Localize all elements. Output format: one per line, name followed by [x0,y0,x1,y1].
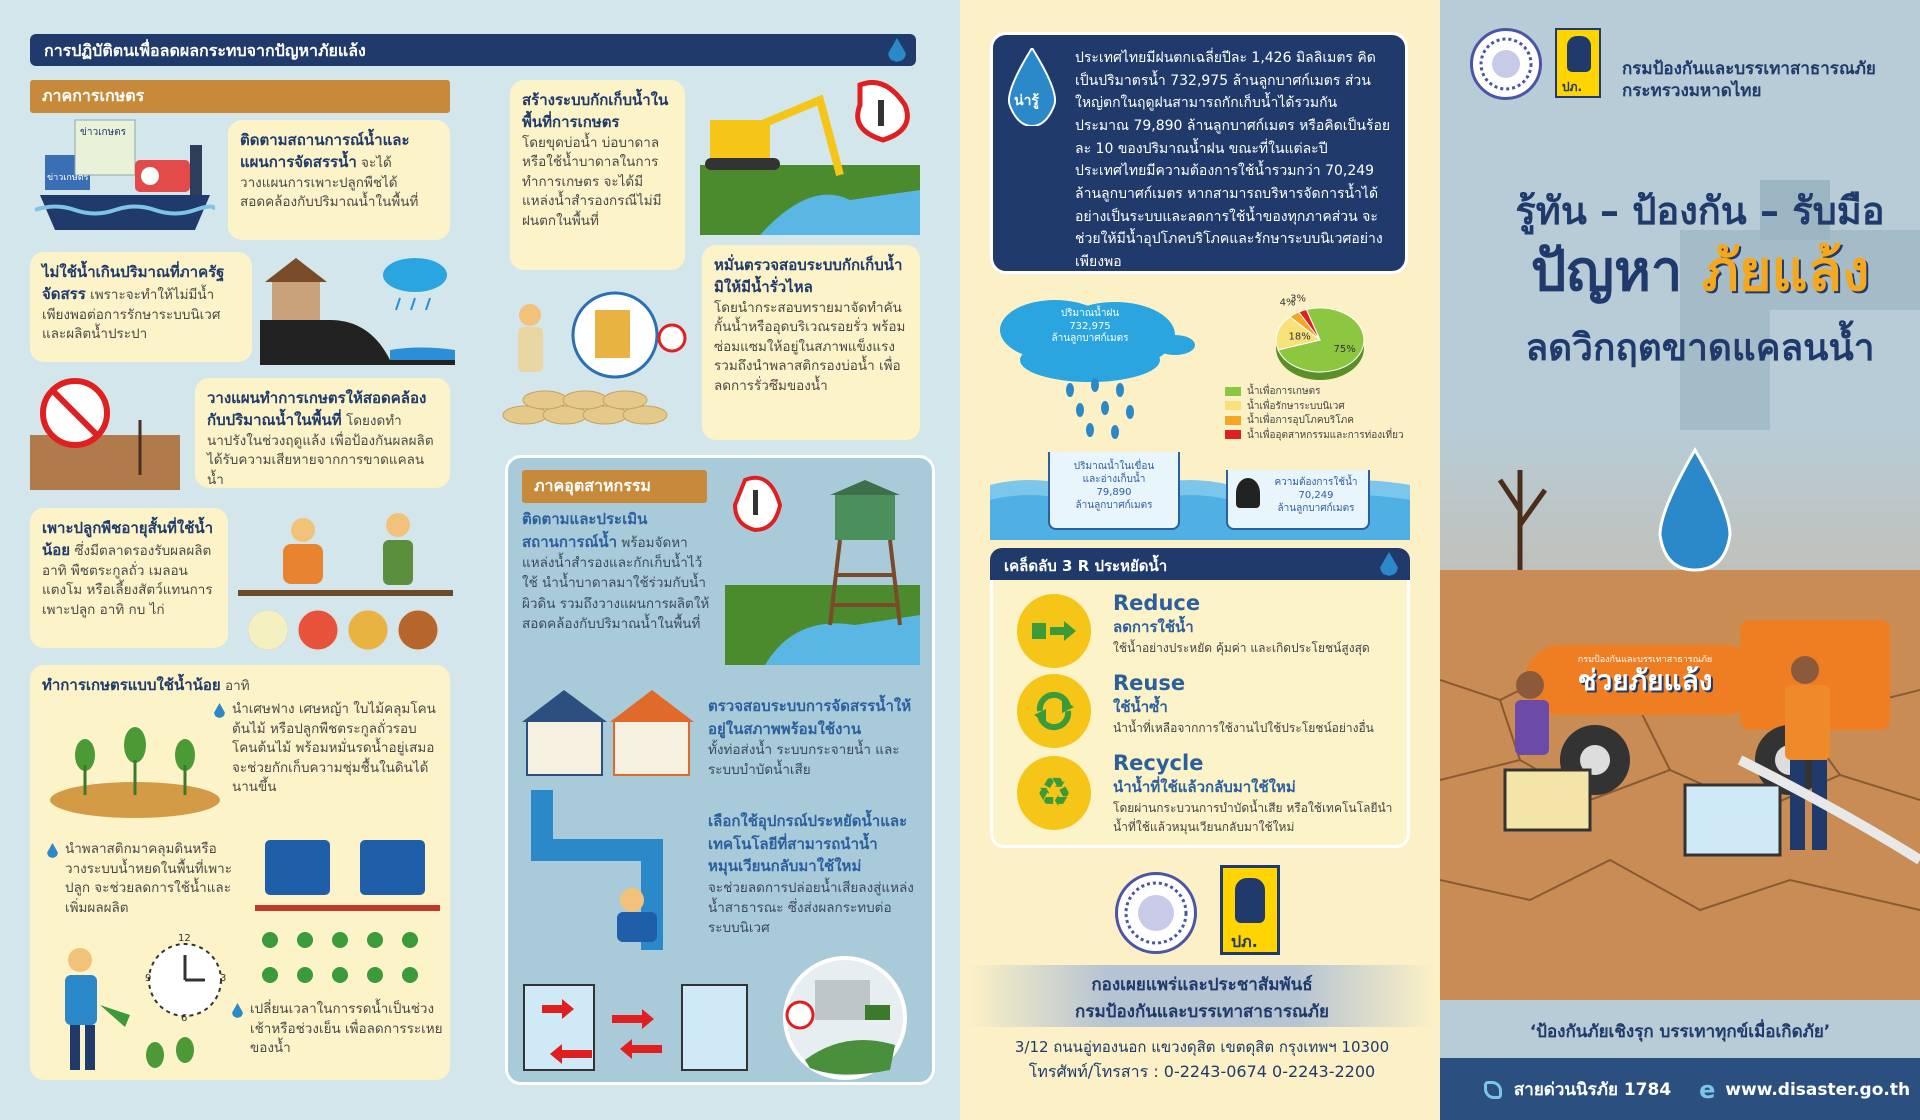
industry-para-2 [708,695,918,781]
agri-card-2-body: เพราะจะทำให้ไม่มีน้ำเพียงพอต่อการรักษาระบบนิเวศและผลิตน้ำประปา [42,286,221,343]
water-drop-icon [888,38,906,62]
org-phone: โทรศัพท์/โทรสาร : 0-2243-0674 0-2243-2200 [1028,1062,1376,1081]
tip-reuse [1005,670,1400,748]
industry-para-3-body: จะช่วยลดการปล่อยน้ำเสียลงสู่แหล่งน้ำสาธารณะ ซึ่งส่งผลกระทบต่อระบบนิเวศ [708,879,914,936]
dam-line2: และอ่างเก็บน้ำ [1082,474,1146,485]
drip-tanks-illustration [250,835,445,990]
house-rain-illustration [260,250,455,365]
sandbag-illustration [500,285,690,445]
org-banner [968,965,1436,1027]
clock-icon [55,935,235,1075]
legend-label: น้ำเพื่อการอุปโภคบริโภค [1247,415,1354,426]
agri-card-3-title: วางแผนทำการเกษตรให้สอดคล้องกับปริมาณน้ำในพื้นที่ [207,389,427,429]
industry-para-2-title: ตรวจสอบระบบการจัดสรรน้ำให้อยู่ในสภาพพร้อมใช้งาน [708,697,912,738]
seedlings-icon [45,705,225,820]
agri-card-2-title: ไม่ใช้น้ำเกินปริมาณที่ภาครัฐจัดสรร [42,263,225,303]
cover-headline-2a: ปัญหา [1530,239,1683,304]
water-tower-illustration [725,475,920,665]
water-use-pie-chart [1220,285,1420,450]
industry-section-label: ภาคอุตสาหกรรม [522,470,707,503]
truck-label [1535,652,1755,697]
refresh-icon [1032,689,1076,733]
news-boat-illustration [35,115,215,240]
dpm-logo [1220,865,1280,955]
water-drop-icon [1004,48,1060,126]
legend-label: น้ำเพื่อรักษาระบบนิเวศ [1247,400,1345,412]
water-tank-icon [250,835,445,990]
agri-card-4-body: ซึ่งมีตลาดรองรับผลผลิต อาทิ พืชตระกูลถั่ว เมลอน แตงโม หรือเลี้ยงสัตว์แทนการเพาะปลูก อาทิ กบ ไก่ [42,542,213,618]
org-address: 3/12 ถนนอู่ทองนอก แขวงดุสิต เขตดุสิต กรุงเทพฯ 10300 [1014,1038,1390,1056]
watering-illustration [55,935,235,1075]
dam-line3: 79,890 [1096,487,1132,498]
ministry-seal-logo [1115,872,1197,954]
dam-line4: ล้านลูกบาศก์เมตร [1075,500,1153,511]
industry-para-1 [522,508,712,634]
dpm-hand-icon [1567,36,1591,72]
agri-card-1-body: จะได้วางแผนการเพาะปลูกพืชได้สอดคล้องกับปริมาณน้ำในพื้นที่ [240,154,419,211]
cloud-caption-line1: ปริมาณน้ำฝน [1060,308,1120,319]
tips-header-title: เคล็ดลับ 3 R ประหยัดน้ำ [1004,557,1168,575]
agri-card-6 [510,80,685,270]
legend-swatch [1225,387,1241,396]
cover-seal-logo [1470,28,1542,100]
dam-line1: ปริมาณน้ำในเขื่อน [1073,461,1155,472]
farmers-illustration [238,510,453,655]
pie-slice-label: 3% [1290,293,1307,305]
ministry-seal-icon [1118,875,1194,951]
info-badge [1004,48,1060,126]
pie-legend [1225,385,1420,443]
legend-item [1225,400,1420,415]
tip-reduce [1005,590,1400,668]
agri-card-4-title: เพาะปลูกพืชอายุสั้นที่ใช้น้ำน้อย [42,519,214,559]
agri-card-5-suffix: อาทิ [225,678,250,694]
industry-para-3 [708,810,920,938]
info-box-text: ประเทศไทยมีฝนตกเฉลี่ยปีละ 1,426 มิลลิเมตร คิดเป็นปริมาตรน้ำ 732,975 ล้านลูกบาศก์เมตร ส่วนใหญ่ตกในฤดูฝนสามารถกักเก็บน้ำได้รวมกันประมาณ 79,890 ล้านลูกบาศก์เมตร หรือคิดเป็นร้อยละ 10 ของปริมาณน้ำฝน ขณะที่ในแต่ละปีประเทศไทยมีความต้องการใช้น้ำรวมกว่า 70,249 ล้านลูกบาศก์เมตร หากสามารถบริหารจัดการน้ำได้อย่างเป็นระบบและลดการใช้น้ำของทุกภาคส่วน จะช่วยให้มีน้ำอุปโภคบริโภคและรักษาระบบนิเวศอย่างเพียงพอ [1075,50,1391,271]
no-rice-illustration [30,375,180,490]
tip-recycle-en: Recycle [1113,751,1204,775]
no-rice-icon [30,375,180,490]
cover-slogan: ‘ป้องกันภัยเชิงรุก บรรเทาทุกข์เมื่อเกิดภัย’ [1529,1022,1831,1042]
agri-card-1 [228,120,450,240]
agri-card-1-title: ติดตามสถานการณ์น้ำและแผนการจัดสรรน้ำ [240,131,410,171]
legend-item [1225,429,1420,444]
demand-line3: ล้านลูกบาศก์เมตร [1277,503,1355,514]
pie-chart-svg [1220,285,1420,385]
tip-reuse-th: ใช้น้ำซ้ำ [1113,698,1168,717]
agri-card-7-title: หมั่นตรวจสอบระบบกักเก็บน้ำมิให้มีน้ำรั่วไหล [714,256,903,296]
water-drop-icon [1380,552,1398,576]
agri-card-2 [30,252,252,362]
agri-bullet-3 [250,1000,445,1059]
agri-card-3-body: โดยงดทำนาปรังในช่วงฤดูแล้ง เพื่อป้องกันผลผลิตได้รับความเสียหายจากการขาดแคลนน้ำ [207,412,434,488]
cover-dept-line1: กรมป้องกันและบรรเทาสาธารณภัย [1622,59,1876,79]
house-icon [260,250,455,365]
reduce-icon [1017,594,1091,668]
tip-reduce-desc: ใช้น้ำอย่างประหยัด คุ้มค่า และเกิดประโยชน์สูงสุด [1113,641,1370,656]
factory-icon [522,690,702,950]
pie-slice-label: 75% [1333,343,1356,355]
tip-recycle-desc: โดยผ่านกระบวนการบำบัดน้ำเสีย หรือใช้เทคโนโลยีนำน้ำที่ใช้แล้วหมุนเวียนกลับมาใช้ใหม่ [1113,801,1393,835]
tip-recycle-th: นำน้ำที่ใช้แล้วกลับมาใช้ใหม่ [1113,778,1296,797]
arrow-reduce-icon [1032,617,1076,645]
agri-card-4 [30,508,228,648]
cover-dpm-logo [1555,28,1601,98]
agri-bullet-3-text: เปลี่ยนเวลาในการรดน้ำเป็นช่วงเช้าหรือช่วงเย็น เพื่อลดการระเหยของน้ำ [250,1001,443,1057]
info-badge-label: น่ารู้ [1014,93,1039,109]
tip-reuse-en: Reuse [1113,671,1186,695]
cover-footer-bar [1440,1058,1920,1120]
cover-logo-text: ปภ. [1562,80,1583,94]
internet-explorer-icon: e [1699,1076,1716,1104]
excavator-icon [700,80,920,235]
polluted-river-illustration [770,950,920,1080]
truck-label-small: กรมป้องกันและบรรเทาสาธารณภัย [1577,655,1713,665]
agri-section-label: ภาคการเกษตร [30,80,450,113]
drought-land-icon [1440,430,1920,1000]
tip-recycle [1005,752,1400,837]
wastewater-icon [770,950,920,1080]
water-tower-icon [725,475,920,665]
industry-para-1-body: พร้อมจัดหาแหล่งน้ำสำรองและกักเก็บน้ำไว้ใช้ นำน้ำบาดาลมาใช้ร่วมกับน้ำผิวดิน รวมถึงวางแผนการผลิตให้สอดคล้องกับปริมาณน้ำในพื้นที่ [522,534,710,632]
main-header-title: การปฏิบัติตนเพื่อลดผลกระทบจากปัญหาภัยแล้ง [44,41,366,60]
factory-pipe-illustration [522,690,702,950]
faucet-icon [1236,478,1260,508]
demand-line1: ความต้องการใช้น้ำ [1274,477,1358,488]
legend-swatch [1225,416,1241,425]
demand-box [1226,470,1370,530]
industry-para-2-body: ทั้งท่อส่งน้ำ ระบบกระจายน้ำ และระบบบำบัดน้ำเสีย [708,742,900,779]
cover-dept-line2: กระทรวงมหาดไทย [1622,81,1762,102]
org-line-1: กองเผยแพร่และประชาสัมพันธ์ [1091,975,1313,995]
cover-hotline[interactable]: สายด่วนนิรภัย 1784 [1513,1080,1672,1100]
industry-para-1-title: ติดตามและประเมินสถานการณ์น้ำ [522,510,648,551]
truck-label-big: ช่วยภัยแล้ง [1577,664,1713,697]
plants-illustration [45,705,225,820]
agri-bullet-2-text: นำพลาสติกมาคลุมดินหรือวางระบบน้ำหยดในพื้นที่เพาะปลูก จะช่วยลดการใช้น้ำและเพิ่มผลผลิต [65,841,232,916]
cover-headline-3: ลดวิกฤตขาดแคลนน้ำ [1525,326,1875,369]
demand-line2: 70,249 [1298,490,1334,501]
excavator-illustration [700,80,920,235]
drought-scene [1440,430,1920,1000]
legend-item [1225,385,1420,400]
legend-item [1225,414,1420,429]
cloud-caption-line3: ล้านลูกบาศก์เมตร [1051,333,1129,344]
cover-website[interactable]: www.disaster.go.th [1725,1080,1911,1100]
agri-card-7-body: โดยนำกระสอบทรายมาจัดทำคันกั้นน้ำหรืออุดบริเวณรอยรั่ว พร้อมซ่อมแซมให้อยู่ในสภาพแข็งแรง รวมถึงนำพลาสติกรองบ่อน้ำ เพื่อลดการรั่วซึมของน้ำ [714,299,906,394]
agri-bullet-1 [232,700,442,798]
cover-headline-2 [1490,238,1910,305]
recycle-icon: ♻ [1017,756,1091,830]
tips-header [990,548,1410,580]
pie-slice-label: 4% [1279,297,1296,309]
tip-reuse-desc: นำน้ำที่เหลือจากการใช้งานไปใช้ประโยชน์อย่างอื่น [1113,721,1374,736]
ministry-seal-icon [1473,31,1539,97]
cover-headline-1: รู้ทัน – ป้องกัน – รับมือ [1515,189,1885,233]
pie-slice-label: 18% [1288,331,1311,343]
farmers-icon [238,510,453,655]
tip-reduce-en: Reduce [1113,591,1201,615]
legend-label: น้ำเพื่อการเกษตร [1247,386,1321,397]
agri-card-5-title: ทำการเกษตรแบบใช้น้ำน้อย [42,676,221,694]
rain-cloud-illustration [995,290,1205,440]
agri-card-3 [195,378,450,488]
legend-swatch [1225,430,1241,439]
agri-card-6-body: โดยขุดบ่อน้ำ บ่อบาดาล หรือใช้น้ำบาดาลในการทำการเกษตร จะได้มีแหล่งน้ำสำรองกรณีไม่มีฝนตกในพื้นที่ [522,134,662,229]
cover-dept [1622,58,1912,102]
agri-bullet-2 [65,840,235,918]
agri-card-6-title: สร้างระบบกักเก็บน้ำในพื้นที่การเกษตร [522,91,669,131]
dpm-logo-text: ปภ. [1231,932,1258,951]
cloud-caption [1035,308,1145,346]
cover-headline-2b: ภัยแล้ง [1701,239,1870,304]
clock-label-6: 6 [181,1013,188,1024]
cloud-caption-line2: 732,975 [1069,320,1111,332]
dpm-hand-icon [1235,878,1265,923]
clock-label-9: 9 [145,973,152,984]
phone-icon [1484,1081,1502,1099]
clock-label-3: 3 [220,973,227,984]
agri-bullet-1-text: นำเศษฟาง เศษหญ้า ใบไม้คลุมโคนต้นไม้ หรือปลูกพืชตระกูลถั่วรอบโคนต้นไม้ พร้อมหมั่นรดน้ำอยู่เสมอ จะช่วยกักเก็บความชุ่มชื้นในดินได้นานขึ้น [232,701,436,796]
org-line-2: กรมป้องกันและบรรเทาสาธารณภัย [1075,1002,1329,1022]
agri-card-7 [702,245,920,440]
recycle-flow-icon [522,975,752,1075]
dam-box [1048,452,1180,530]
industry-para-3-title: เลือกใช้อุปกรณ์ประหยัดน้ำและเทคโนโลยีที่สามารถนำน้ำหมุนเวียนกลับมาใช้ใหม่ [708,812,908,875]
reuse-icon [1017,674,1091,748]
recycle-tanks-illustration [522,975,752,1075]
legend-label: น้ำเพื่ออุตสาหกรรมและการท่องเที่ยว [1247,429,1404,441]
sandbags-icon [500,285,690,445]
legend-swatch [1225,401,1241,410]
clock-label-12: 12 [178,933,191,944]
news-tag-2: ข่าวเกษตร [47,173,89,183]
tip-reduce-th: ลดการใช้น้ำ [1113,618,1194,637]
main-header [30,34,916,66]
news-tag-1: ข่าวเกษตร [80,127,126,138]
